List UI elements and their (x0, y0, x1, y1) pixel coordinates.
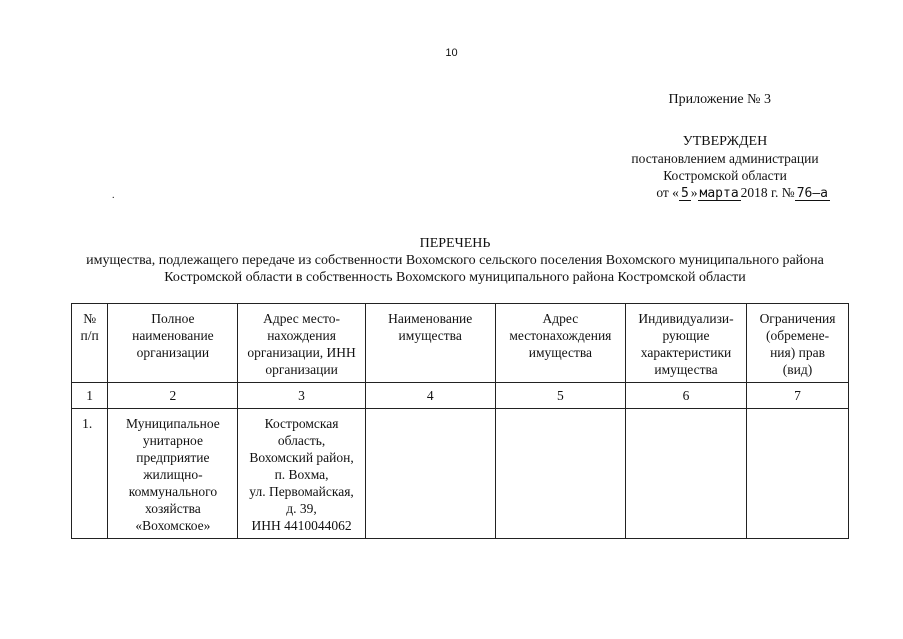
property-address-cell (495, 409, 625, 539)
table-header-row (72, 304, 849, 383)
header-restrictions: Ограничения (обремене- ния) прав (вид) (747, 304, 849, 383)
row-number: 1. (72, 409, 108, 539)
header-property-name: Наименование имущества (365, 304, 495, 383)
appendix-label: Приложение № 3 (668, 92, 771, 107)
handwritten-number: 76–а (796, 186, 828, 201)
heading-title: ПЕРЕЧЕНЬ (419, 236, 491, 251)
approval-block (605, 133, 845, 201)
header-property-address: Адрес местонахождения имущества (495, 304, 625, 383)
column-number: 3 (238, 383, 365, 409)
org-address-cell: Костромская область, Вохомский район, п. Вохма, ул. Первомайская, д. 39, ИНН 4410044062 (238, 409, 365, 539)
column-number: 6 (625, 383, 746, 409)
table-row (72, 409, 849, 539)
header-org-name: Полное наименование организации (108, 304, 238, 383)
characteristics-cell (625, 409, 746, 539)
approval-title: УТВЕРЖДЕН (682, 134, 768, 149)
column-number: 5 (495, 383, 625, 409)
column-number: 2 (108, 383, 238, 409)
year-text: 2018 г. № (740, 185, 795, 200)
restrictions-cell (747, 409, 849, 539)
document-heading (60, 235, 850, 286)
approval-line-1: постановлением администрации (631, 151, 819, 166)
handwritten-day: 5 (680, 186, 689, 201)
column-number: 1 (72, 383, 108, 409)
header-characteristics: Индивидуализи- рующие характеристики имущества (625, 304, 746, 383)
date-mid: » (690, 185, 698, 200)
header-number: № п/п (72, 304, 108, 383)
approval-line-2: Костромской области (663, 168, 787, 183)
header-org-address: Адрес место- нахождения организации, ИНН организации (238, 304, 365, 383)
handwritten-month: марта (699, 186, 739, 201)
date-prefix: от « (656, 185, 679, 200)
property-name-cell (365, 409, 495, 539)
heading-subtitle: имущества, подлежащего передаче из собственности Вохомского сельского поселения Вохомского муниципального района Костромской области в собственность Вохомского муниципального района Костромской области (86, 253, 824, 285)
column-number: 4 (365, 383, 495, 409)
org-name-cell: Муниципальное унитарное предприятие жилищно- коммунального хозяйства «Вохомское» (108, 409, 238, 539)
property-table (71, 303, 849, 539)
approval-date-line (605, 184, 830, 201)
column-number-row (72, 383, 849, 409)
column-number: 7 (747, 383, 849, 409)
stray-mark: . (112, 190, 115, 201)
page-number: 10 (445, 47, 458, 59)
